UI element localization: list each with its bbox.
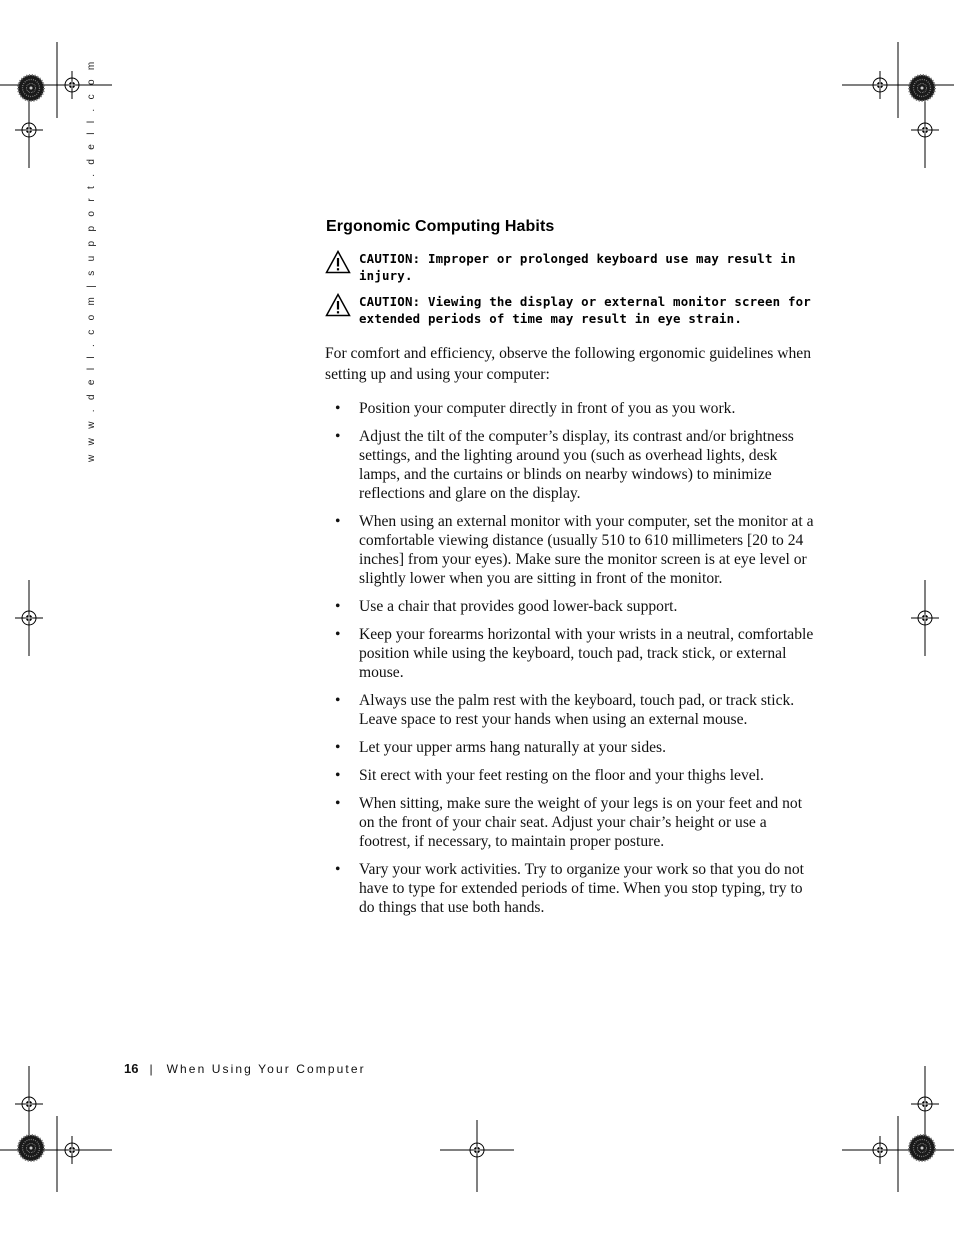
main-content — [325, 218, 815, 926]
list-item — [325, 625, 815, 682]
footer-separator: | — [149, 1062, 153, 1076]
bullet-icon: • — [335, 598, 341, 615]
caution-block — [325, 250, 815, 284]
bullet-icon: • — [335, 428, 341, 445]
bullet-icon: • — [335, 739, 341, 756]
list-item-text: Vary your work activities. Try to organize your work so that you do not have to type for extended periods of time. When you stop typing, try to do things that use both hands. — [359, 861, 804, 916]
list-item — [325, 860, 815, 917]
side-website-url: w w w . d e l l . c o m | s u p p o r t . d e l l . c o m — [86, 58, 97, 462]
chapter-title: When Using Your Computer — [166, 1062, 366, 1076]
list-item — [325, 794, 815, 851]
list-item — [325, 512, 815, 588]
intro-paragraph: For comfort and efficiency, observe the following ergonomic guidelines when setting up and using your computer: — [325, 345, 812, 383]
page-number: 16 — [124, 1061, 139, 1076]
list-item — [325, 691, 815, 729]
page-footer — [124, 1061, 366, 1076]
list-item-text: Let your upper arms hang naturally at your sides. — [359, 739, 667, 756]
list-item — [325, 766, 815, 785]
caution-block — [325, 293, 815, 327]
warning-triangle-icon — [325, 250, 351, 274]
list-item-text: Sit erect with your feet resting on the floor and your thighs level. — [359, 767, 764, 784]
bullet-icon: • — [335, 626, 341, 643]
bullet-icon: • — [335, 513, 341, 530]
list-item-text: Adjust the tilt of the computer’s display, its contrast and/or brightness settings, and the lighting around you (such as overhead lights, desk lamps, and the curtains or blinds on nearby windows) to minimize reflections and glare on the display. — [359, 428, 794, 502]
warning-triangle-icon — [325, 293, 351, 317]
list-item-text: Use a chair that provides good lower-back support. — [359, 598, 678, 615]
list-item-text: Keep your forearms horizontal with your wrists in a neutral, comfortable position while using the keyboard, touch pad, track stick, or external mouse. — [359, 626, 814, 681]
bullet-icon: • — [335, 861, 341, 878]
list-item — [325, 427, 815, 503]
list-item-text: Always use the palm rest with the keyboard, touch pad, or track stick. Leave space to rest your hands when using an external mouse. — [359, 692, 795, 728]
section-heading: Ergonomic Computing Habits — [326, 218, 555, 235]
caution-text: CAUTION: Improper or prolonged keyboard use may result in injury. — [359, 251, 796, 283]
guideline-list — [325, 399, 815, 917]
bullet-icon: • — [335, 692, 341, 709]
caution-text: CAUTION: Viewing the display or external monitor screen for extended periods of time may result in eye strain. — [359, 294, 811, 326]
bullet-icon: • — [335, 795, 341, 812]
bullet-icon: • — [335, 767, 341, 784]
list-item — [325, 597, 815, 616]
list-item-text: When using an external monitor with your computer, set the monitor at a comfortable viewing distance (usually 510 to 610 millimeters [20 to 24 inches] from your eyes). Make sure the monitor screen is at eye level or slightly lower when you are sitting in front of the monitor. — [359, 513, 814, 587]
list-item-text: When sitting, make sure the weight of your legs is on your feet and not on the front of your chair seat. Adjust your chair’s height or use a footrest, if necessary, to maintain proper posture. — [359, 795, 803, 850]
bullet-icon: • — [335, 400, 341, 417]
list-item — [325, 738, 815, 757]
list-item-text: Position your computer directly in front of you as you work. — [359, 400, 736, 417]
list-item — [325, 399, 815, 418]
